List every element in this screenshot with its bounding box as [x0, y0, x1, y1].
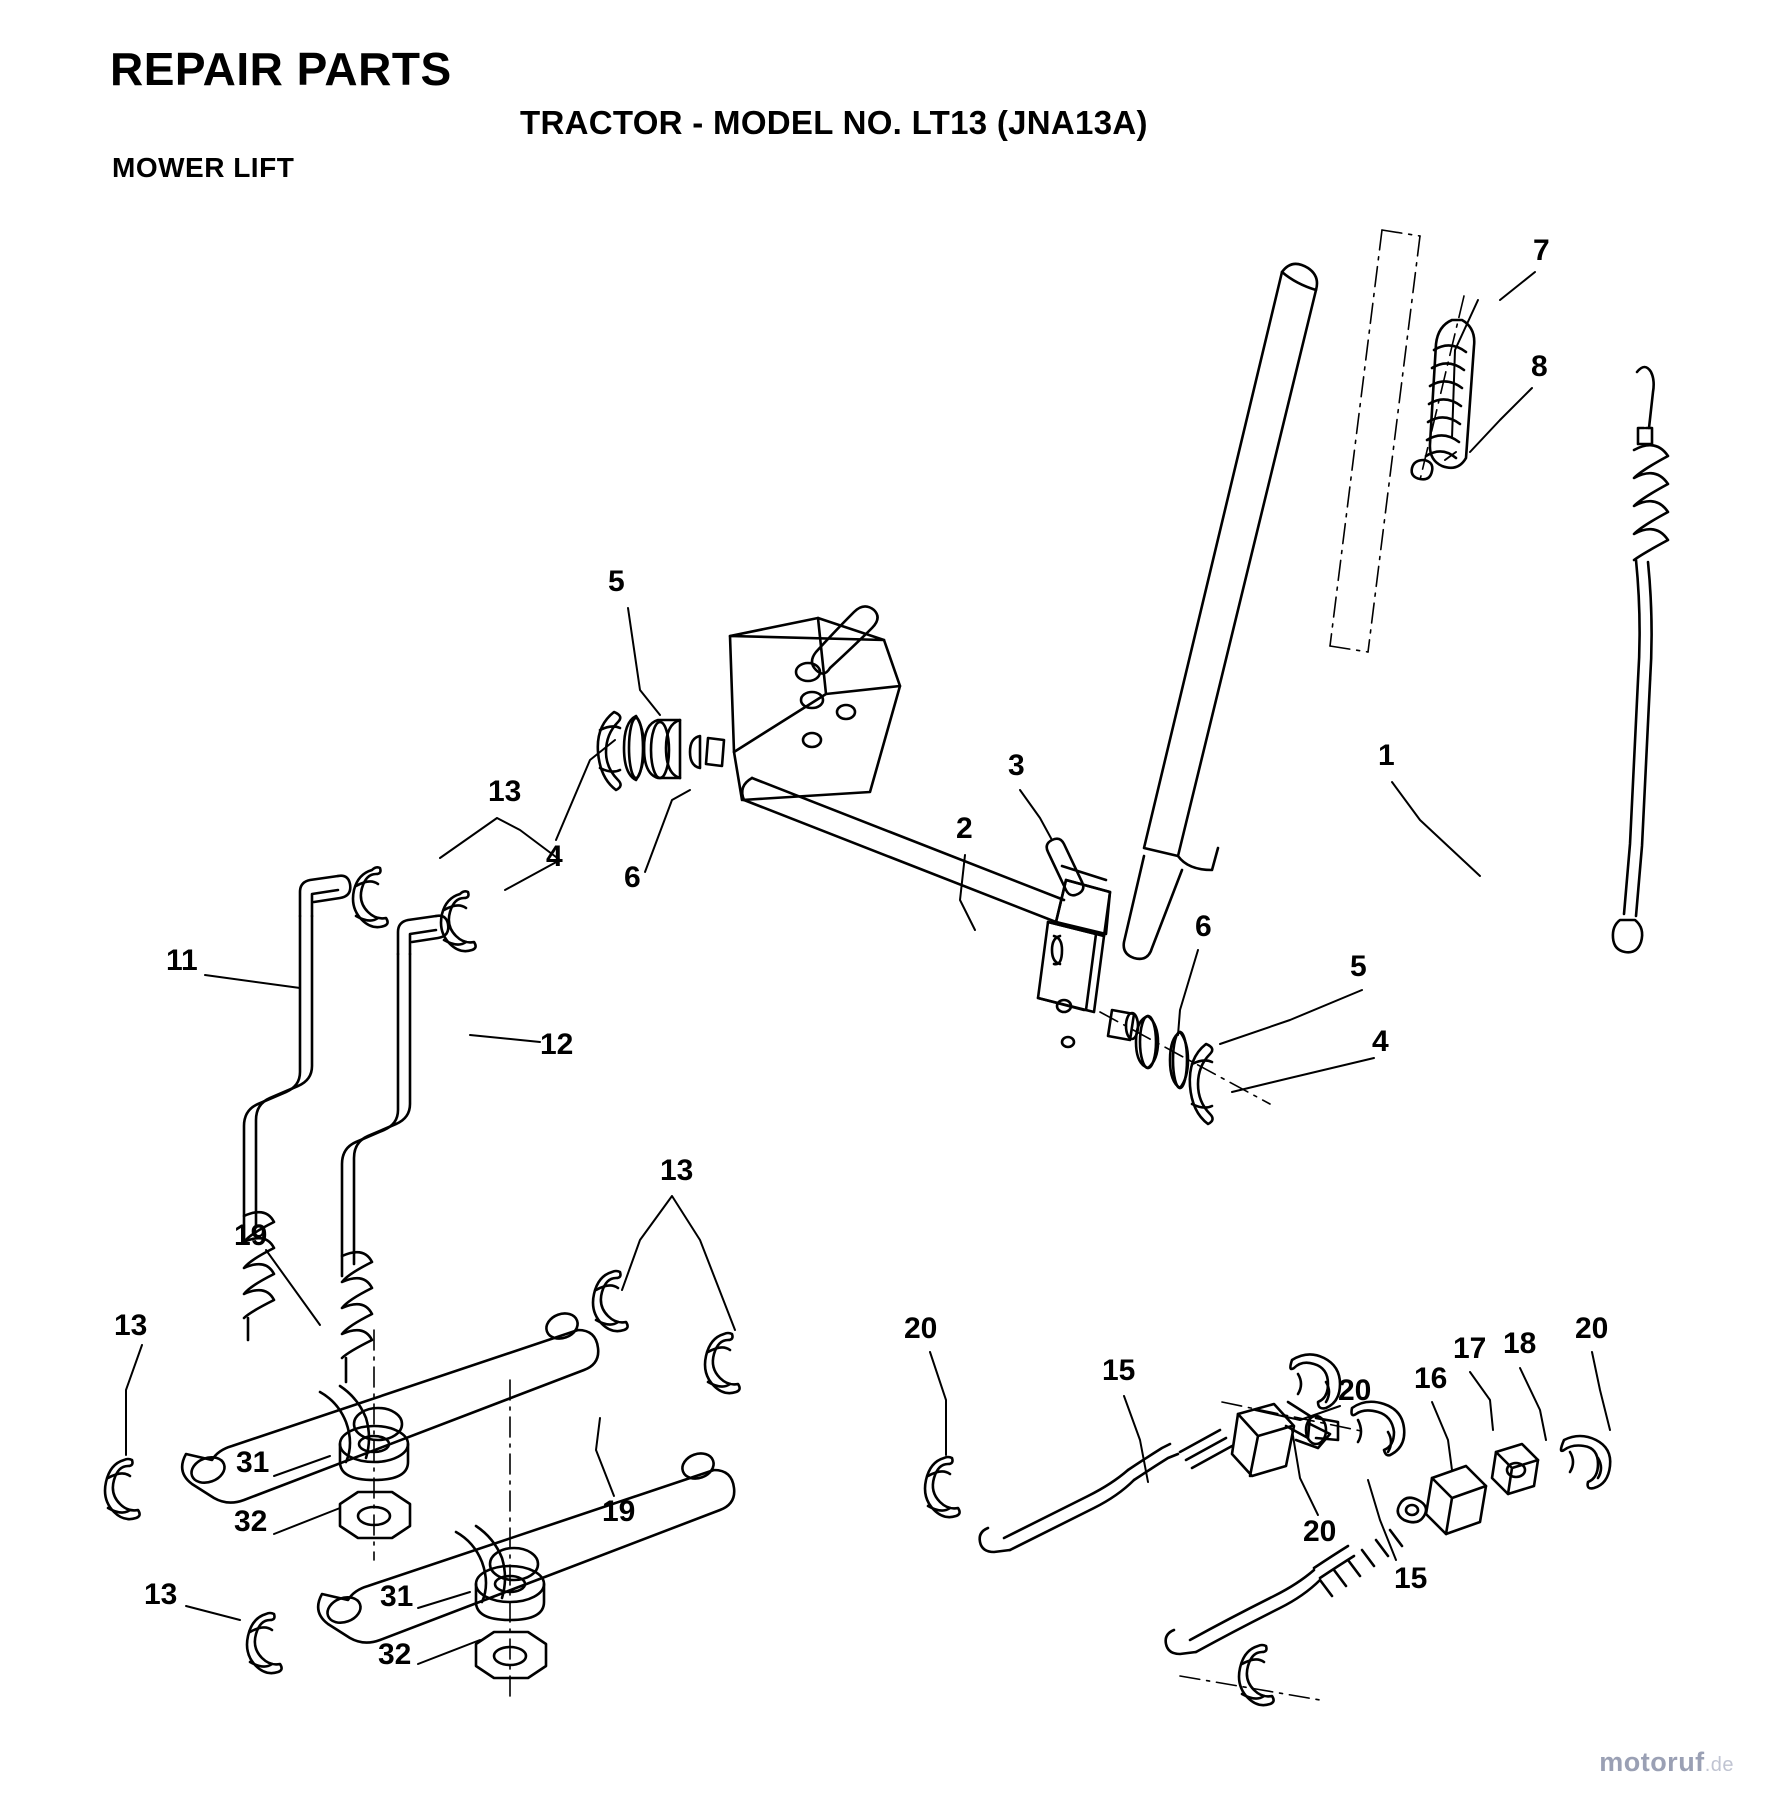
callout-20-mid: 20: [1338, 1374, 1372, 1407]
page-title: REPAIR PARTS: [110, 43, 452, 95]
callout-19-upper: 19: [234, 1219, 268, 1252]
callout-5-right: 5: [1350, 950, 1367, 983]
callout-20-right: 20: [1575, 1312, 1609, 1345]
callout-15-lower: 15: [1394, 1562, 1428, 1595]
watermark-tld: .de: [1704, 1754, 1734, 1776]
callout-32-upper: 32: [234, 1505, 268, 1538]
callout-6-left: 6: [624, 861, 641, 894]
callout-20-lower: 20: [1303, 1515, 1337, 1548]
callout-13-top: 13: [488, 775, 522, 808]
callout-6-right: 6: [1195, 910, 1212, 943]
callout-20-left: 20: [904, 1312, 938, 1345]
callout-31-upper: 31: [236, 1446, 270, 1479]
watermark: [1599, 1747, 1734, 1778]
callout-31-lower: 31: [380, 1580, 414, 1613]
callout-16: 16: [1414, 1362, 1448, 1395]
callout-18: 18: [1503, 1327, 1537, 1360]
callout-13-left2: 13: [144, 1578, 178, 1611]
model-subtitle: TRACTOR - MODEL NO. LT13 (JNA13A): [520, 104, 1148, 141]
callout-19-lower: 19: [602, 1495, 636, 1528]
callout-2: 2: [956, 812, 973, 845]
callout-32-lower: 32: [378, 1638, 412, 1671]
callout-17: 17: [1453, 1332, 1487, 1365]
section-title: MOWER LIFT: [112, 152, 295, 183]
callout-12: 12: [540, 1028, 574, 1061]
callout-13-mid: 13: [660, 1154, 694, 1187]
callout-15-upper: 15: [1102, 1354, 1136, 1387]
callout-7: 7: [1533, 234, 1550, 267]
callout-11: 11: [166, 944, 198, 977]
watermark-name: motoruf: [1599, 1747, 1705, 1777]
callout-4-left: 4: [546, 840, 563, 873]
callout-4-right: 4: [1372, 1025, 1389, 1058]
callout-8: 8: [1531, 350, 1548, 383]
callout-3: 3: [1008, 749, 1025, 782]
callout-13-left1: 13: [114, 1309, 148, 1342]
callout-1: 1: [1378, 739, 1395, 772]
callout-5-left: 5: [608, 565, 625, 598]
